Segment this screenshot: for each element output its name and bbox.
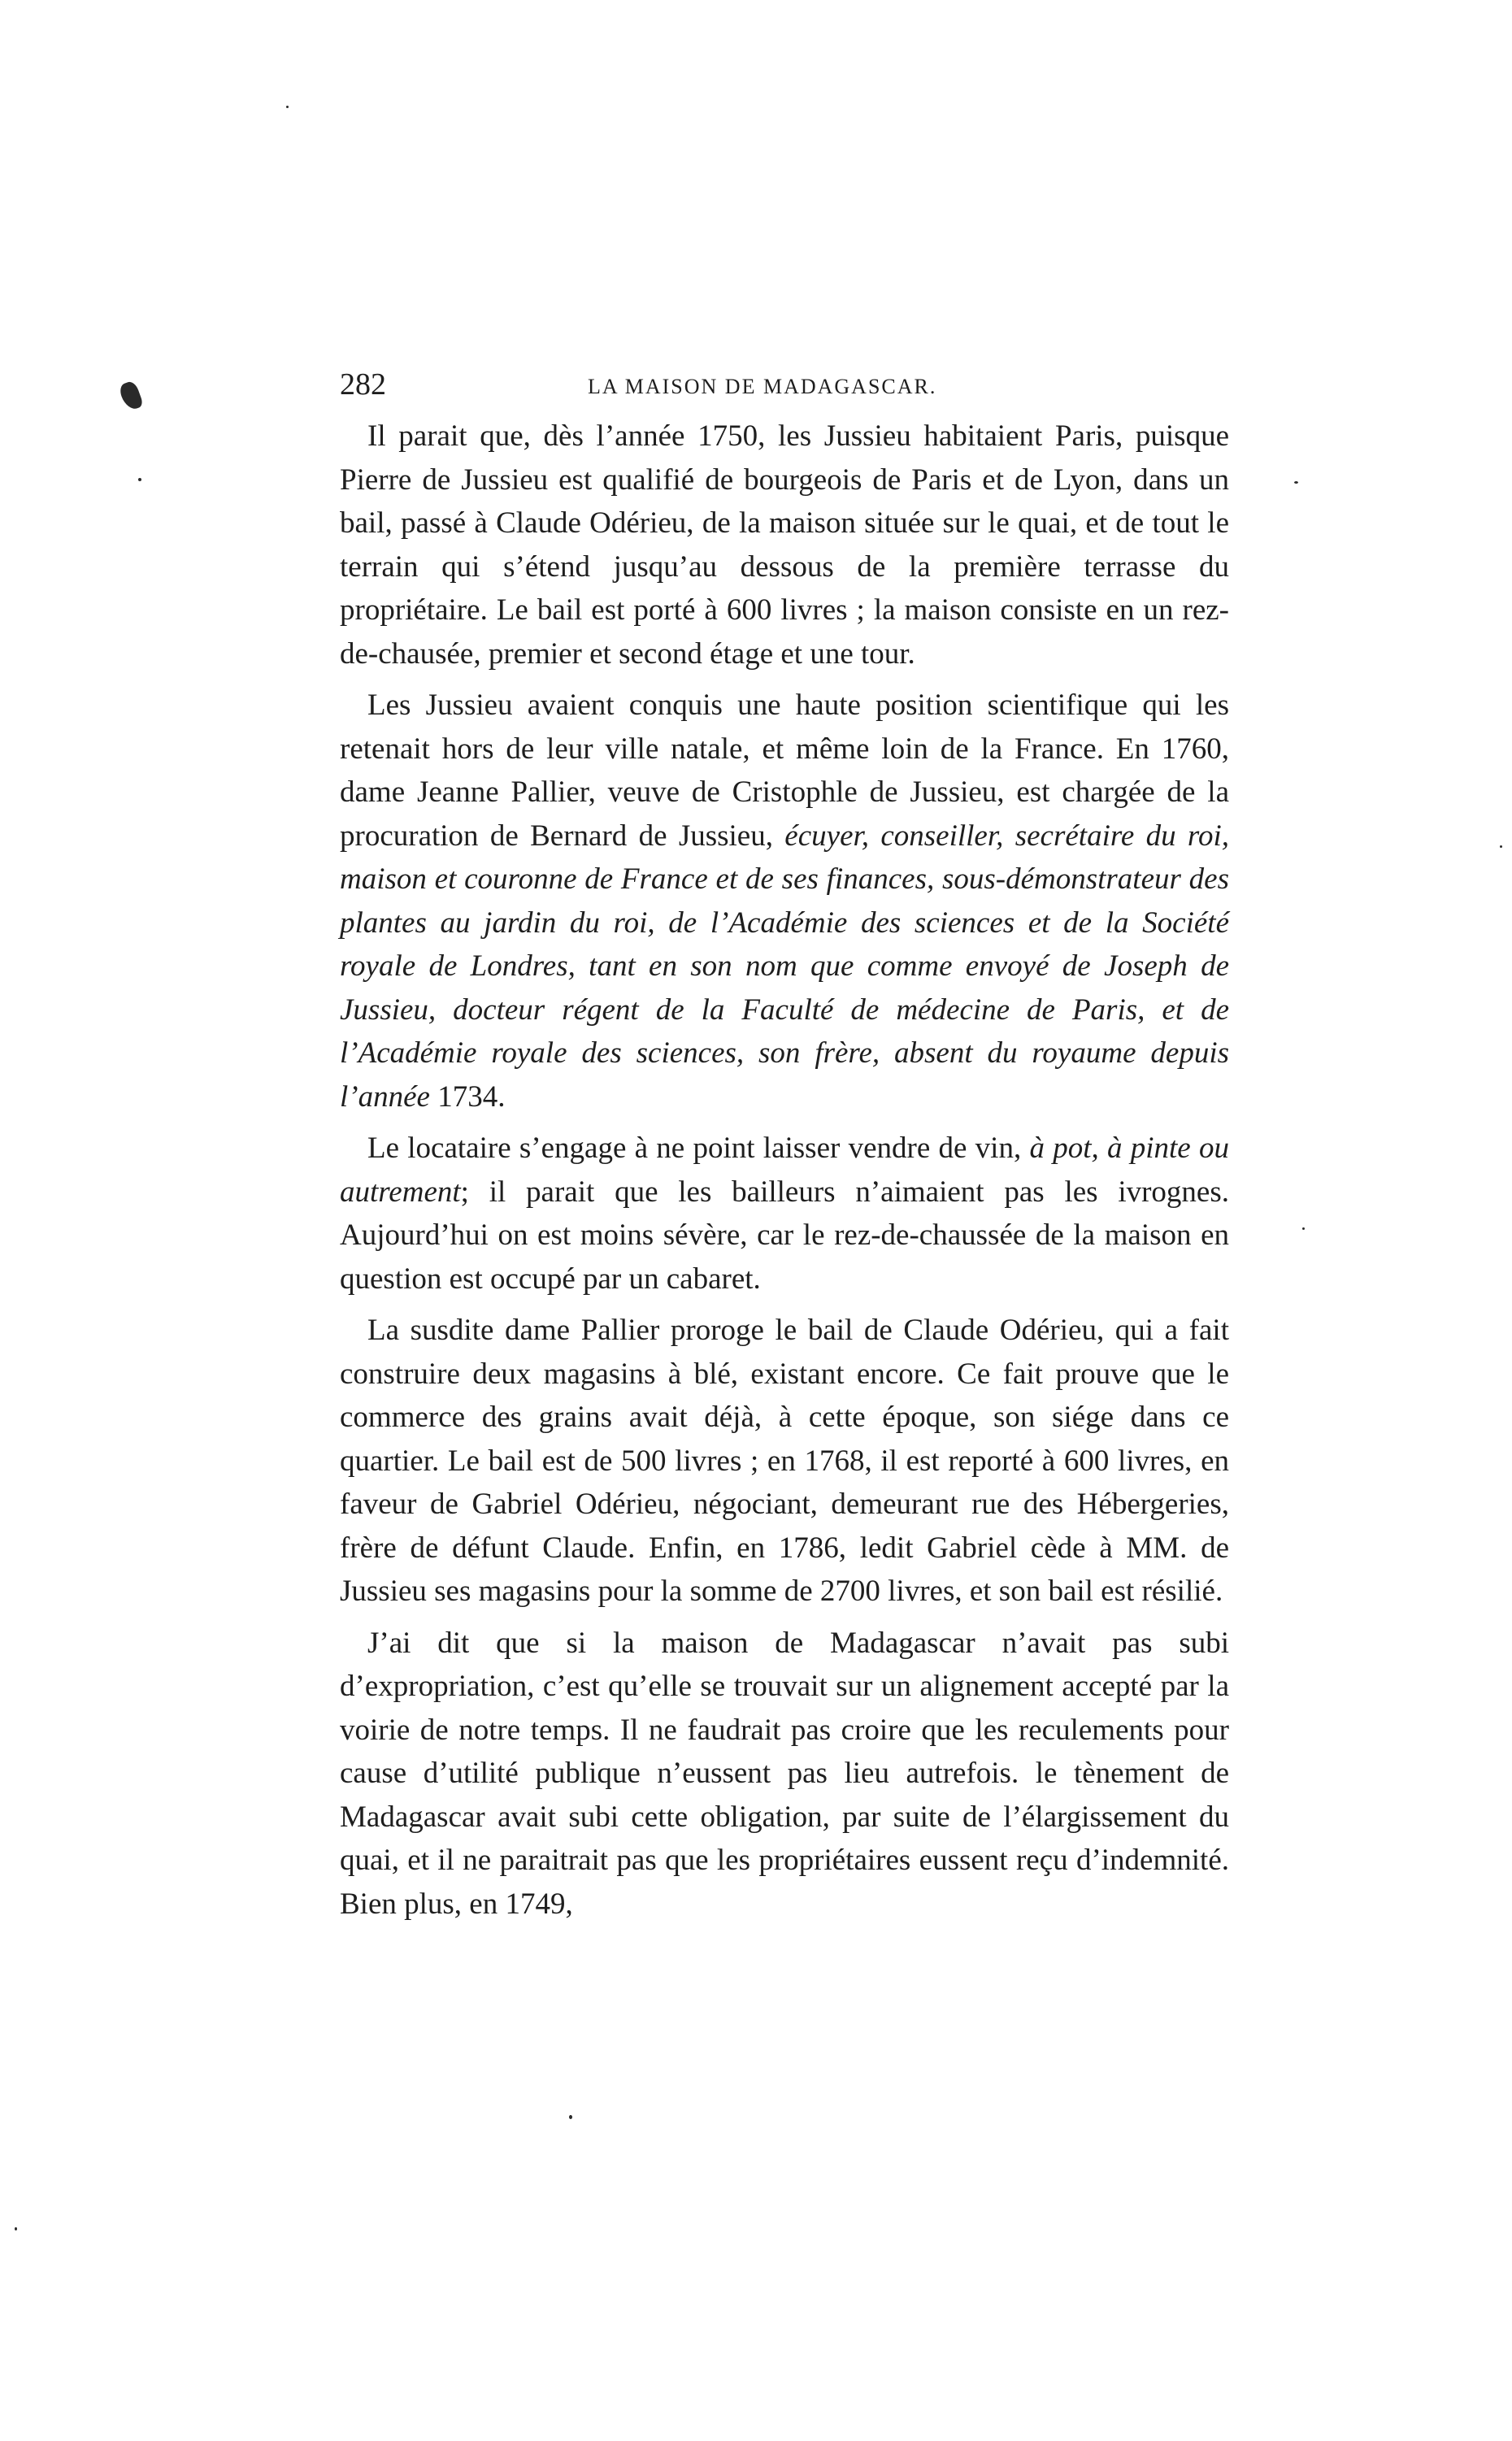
paragraph-3-text-end: ; il parait que les bailleurs n’aimaient pas les ivrognes. Aujourd’hui on est moins sévère, car le rez-de-chaussée de la maison en question est occupé par un cabaret.: [340, 1175, 1229, 1296]
paragraph-1: [340, 415, 1229, 675]
paragraph-4: [340, 1309, 1229, 1614]
paragraph-2-year: 1734.: [429, 1079, 506, 1114]
page-header: [340, 364, 1284, 413]
paragraph-3-text: Le locataire s’engage à ne point laisser vendre de vin,: [367, 1131, 1030, 1165]
paragraph-4-text: La susdite dame Pallier proroge le bail de Claude Odérieu, qui a fait construire deux magasins à blé, existant encore. Ce fait prouve que le commerce des grains avait déjà, à cette époque, son siége dans ce quartier. Le bail est de 500 livres ; en 1768, il est reporté à 600 livres, en faveur de Gabriel Odérieu, négociant, demeurant rue des Hébergeries, frère de défunt Claude. Enfin, en 1786, ledit Gabriel cède à MM. de Jussieu ses magasins pour la somme de 2700 livres, et son bail est résilié.: [340, 1314, 1229, 1608]
body-text: [340, 415, 1229, 1926]
scan-mark: [118, 380, 144, 411]
page-number: 282: [340, 367, 386, 402]
scan-speck: [569, 2115, 572, 2119]
scan-speck: [138, 478, 141, 481]
paragraph-2-italic-quote: écuyer, conseiller, secrétaire du roi, maison et couronne de France et de ses finances, sous-démonstrateur des plantes au jardin du roi, de l’Académie des sciences et de la Société royale de Londres, tant en son nom que comme envoyé de Joseph de Jussieu, docteur régent de la Faculté de médecine de Paris, et de l’Académie royale des sciences, son frère, absent du royaume depuis l’année: [340, 819, 1229, 1114]
paragraph-2: [340, 684, 1229, 1118]
scan-speck: [1294, 481, 1298, 484]
paragraph-3: [340, 1127, 1229, 1301]
scan-speck: [1500, 845, 1502, 848]
scan-speck: [1302, 1227, 1305, 1230]
paragraph-5: [340, 1622, 1229, 1926]
paragraph-5-text: J’ai dit que si la maison de Madagascar n’avait pas subi d’expropriation, c’est qu’elle se trouvait sur un alignement accepté par la voirie de notre temps. Il ne faudrait pas croire que les reculements pour cause d’utilité publique n’eussent pas lieu autrefois. le tènement de Madagascar avait subi cette obligation, par suite de l’élargissement du quai, et il ne paraitrait pas que les propriétaires eussent reçu d’indemnité. Bien plus, en 1749,: [340, 1626, 1229, 1921]
running-head: LA MAISON DE MADAGASCAR.: [588, 375, 937, 398]
paragraph-2-text: Les Jussieu avaient conquis une haute position scientifique qui les retenait hors de leur ville natale, et même loin de la France. En 1760, dame Jeanne Pallier, veuve de Cristophle de Jussieu, est chargée de la procuration de Bernard de Jussieu,: [340, 688, 1229, 853]
scan-speck: [286, 106, 289, 108]
scan-speck: [15, 2227, 17, 2230]
paragraph-3-italic-quote: à pot, à pinte ou autrement: [340, 1131, 1229, 1209]
paragraph-1-text: Il parait que, dès l’année 1750, les Jussieu habitaient Paris, puisque Pierre de Jussieu est qualifié de bourgeois de Paris et de Lyon, dans un bail, passé à Claude Odérieu, de la maison située sur le quai, et de tout le terrain qui s’étend jusqu’au dessous de la première terrasse du propriétaire. Le bail est porté à 600 livres ; la maison consiste en un rez-de-chausée, premier et second étage et une tour.: [340, 419, 1229, 671]
